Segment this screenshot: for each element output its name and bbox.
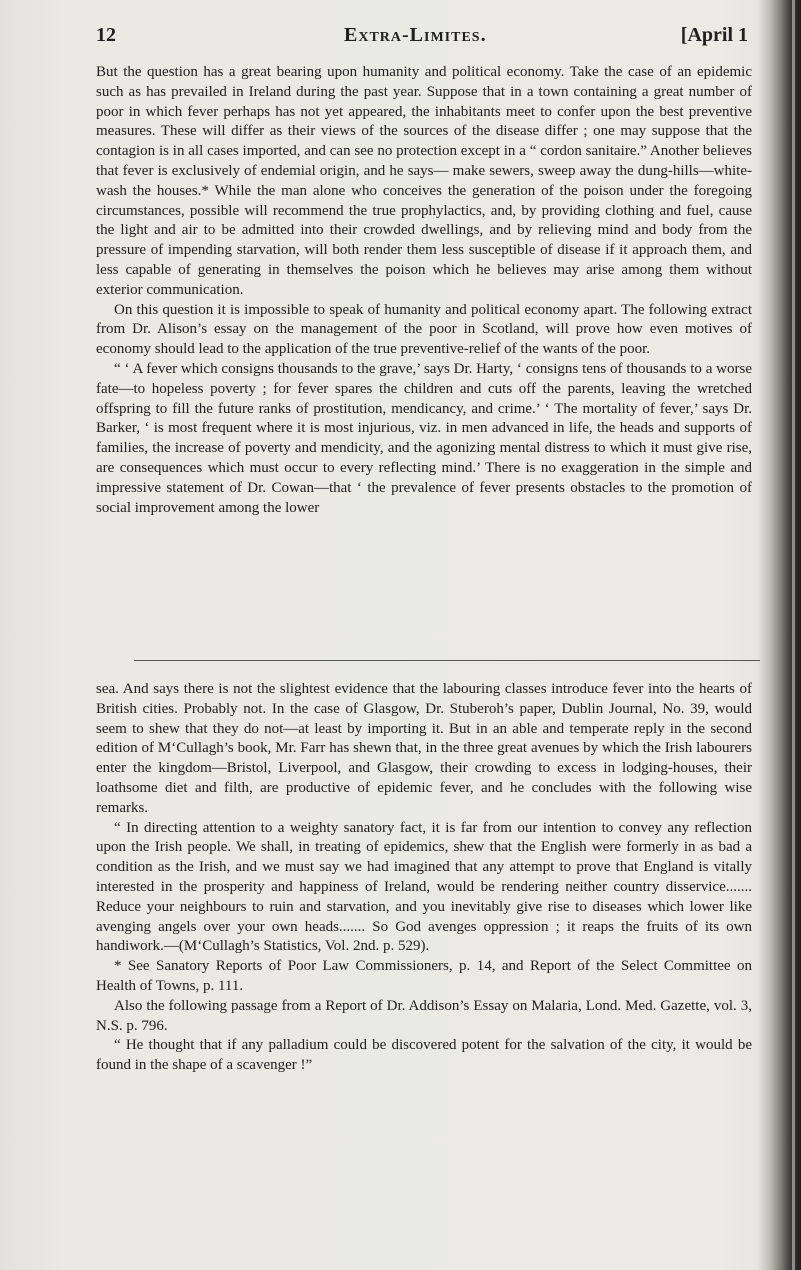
- paragraph: On this question it is impossible to speak of humanity and political economy apart. The following extract from Dr. Alison’s essay on the management of the poor in Scotland, will prove how even motives of economy should lead to the application of the true preventive-relief of the wants of the poor.: [96, 301, 752, 358]
- page-edge: [792, 0, 795, 1270]
- paragraph: But the question has a great bearing upon humanity and political economy. Take the case of an epidemic such as has prevailed in Ireland during the past year. Suppose that in a town containing a great number of poor in which fever perhaps has not yet appeared, the inhabitants meet to confer upon the best preventive measures. These will differ as their views of the sources of the disease differ ; one may suppose that the contagion is in all cases imported, and can see no protection except in a “ cordon sanitaire.” Another believes that fever is exclusively of endemial origin, and he says— make sewers, sweep away the dung-hills—white-wash the houses.* While the man alone who conceives the generation of the poison under the foregoing circumstances, possible will recommend the true prophylactics, and, by providing clothing and fuel, cause the light and air to be admitted into their crowded dwellings, and by relieving mind and body from the pressure of impending starvation, will both render them less susceptible of disease if it approach them, and less capable of generating in themselves the poison which he believes may arise among them without exterior communication.: [96, 64, 752, 298]
- upper-text-block: [96, 63, 752, 518]
- paragraph: Also the following passage from a Report of Dr. Addison’s Essay on Malaria, Lond. Med. Gazette, vol. 3, N.S. p. 796.: [96, 997, 752, 1034]
- quotation-paragraph: “ In directing attention to a weighty sanatory fact, it is far from our intention to convey any reflection upon the Irish people. We shall, in treating of epidemics, shew that the English were formerly in as bad a condition as the Irish, and we must say we had imagined that any attempt to prove that England is vitally interested in the prosperity and happiness of Ireland, would be rendering neither country disservice....... Reduce your neighbours to ruin and starvation, and you inevitably give rise to diseases which lower like avenging angels over your own heads....... So God avenges oppression ; it reaps the fruits of its own handiwork.—(M‘Cullagh’s Statistics, Vol. 2nd. p. 529).: [96, 819, 752, 955]
- quotation-paragraph: “ He thought that if any palladium could be discovered potent for the salvation of the city, it would be found in the shape of a scavenger !”: [96, 1037, 752, 1074]
- issue-date: [April 1: [680, 24, 748, 46]
- footnote: * See Sanatory Reports of Poor Law Commissioners, p. 14, and Report of the Select Committee on Health of Towns, p. 111.: [96, 958, 752, 994]
- section-divider: [134, 660, 760, 661]
- page-header: [96, 24, 748, 52]
- lower-text-block: [96, 680, 752, 1076]
- page-number: 12: [96, 24, 116, 46]
- running-title: Extra-Limites.: [344, 24, 487, 46]
- paragraph: sea. And says there is not the slightest evidence that the labouring classes introduce fever into the hearts of British cities. Probably not. In the case of Glasgow, Dr. Stuberoh’s paper, Dublin Journal, No. 39, would seem to shew that they do not—at least by importing it. But in an able and temperate reply in the second edition of M‘Cullagh’s book, Mr. Farr has shewn that, in the three great avenues by which the Irish labourers enter the kingdom—Bristol, Liverpool, and Glasgow, their crowding to excess in lodging-houses, their loathsome diet and filth, are productive of epidemic fever, and he concludes with the following wise remarks.: [96, 681, 752, 816]
- paragraph: “ ‘ A fever which consigns thousands to the grave,’ says Dr. Harty, ‘ consigns tens of thousands to a worse fate—to hopeless poverty ; for fever spares the children and cuts off the parents, leaving the wretched offspring to fill the future ranks of prostitution, mendicancy, and crime.’ ‘ The mortality of fever,’ says Dr. Barker, ‘ is most frequent where it is most injurious, viz. in men advanced in life, the heads and supports of families, the increase of poverty and mendicity, and the agonizing mental distress to which it must give rise, are consequences which must occur to every reflecting mind.’ There is no exaggeration in the simple and impressive statement of Dr. Cowan—that ‘ the prevalence of fever presents obstacles to the promotion of social improvement among the lower: [96, 360, 752, 516]
